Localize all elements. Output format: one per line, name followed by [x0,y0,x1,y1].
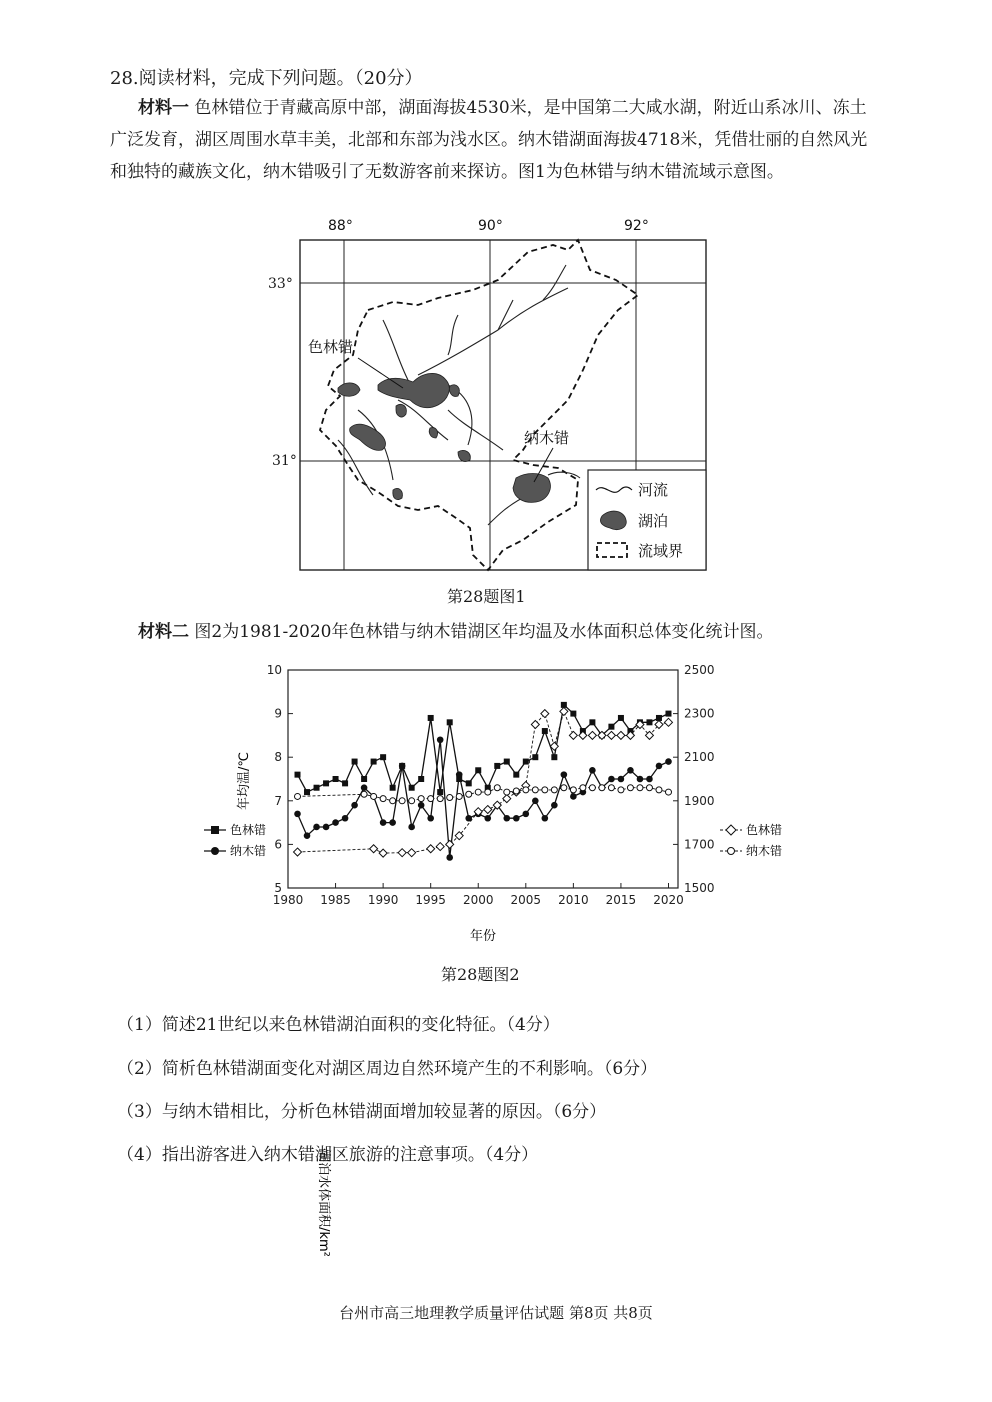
question-title: 28.阅读材料，完成下列问题。（20分） [110,68,423,89]
point-square [437,789,443,795]
point-square [352,759,358,765]
legend-siling-temp-label: 色林错 [230,823,267,837]
point-circle [332,819,339,826]
point-circle [627,767,634,774]
y-right-tick-label: 1700 [684,837,715,852]
point-square [646,719,652,725]
legend-basin-label: 流域界 [638,542,684,560]
basin-map [298,210,710,580]
point-square [551,754,557,760]
x-tick-label: 1985 [320,893,351,907]
point-diamond [617,731,625,739]
material-1-lead: 材料一 [138,98,189,118]
point-circle [446,854,453,861]
point-circle [637,776,644,783]
point-circle [294,811,301,818]
point-square [323,780,329,786]
point-square [466,780,472,786]
legend-lake-label: 湖泊 [638,512,669,530]
y-right-tick-label: 2300 [684,706,715,721]
lake-small-2 [449,385,459,397]
y-left-tick-label: 8 [274,750,282,765]
label-nam-co: 纳木错 [524,429,570,447]
point-diamond [560,707,568,715]
material-2-paragraph [110,616,870,648]
point-circle [399,763,406,770]
material-1-text: 色林错位于青藏高原中部，湖面海拔4530米，是中国第二大咸水湖，附近山系冰川、冻土广泛发育，湖区周围水草丰美，北部和东部为浅水区。纳木错湖面海拔4718米，凭借壮丽的自然风光和独特的藏族文化，纳木错吸引了无数游客前来探访。图1为色林错与纳木错流域示意图。 [110,98,868,182]
point-open-circle [646,785,652,791]
point-open-circle [437,796,443,802]
river-south-3 [448,410,503,450]
point-square [665,711,671,717]
point-circle [456,771,463,778]
point-diamond [607,731,615,739]
point-open-circle [418,796,424,802]
point-open-circle [627,785,633,791]
point-open-circle [513,788,519,794]
point-open-circle [428,796,434,802]
point-open-circle [504,789,510,795]
x-axis-label: 年份 [469,929,497,944]
point-square [570,711,576,717]
figure-2-caption: 第28题图2 [441,965,520,984]
point-circle [437,736,444,743]
point-circle [523,811,530,818]
lakes [338,373,550,502]
point-open-circle [532,787,538,793]
point-square [542,728,548,734]
river-tributary-1 [498,300,513,330]
lake-south-2 [458,450,470,461]
point-square [333,776,339,782]
point-square [304,789,310,795]
legend-namco-area-label: 纳木错 [746,844,783,858]
y-left-tick-label: 10 [266,663,282,677]
point-circle [484,815,491,822]
point-circle [342,815,349,822]
point-square [314,785,320,791]
point-square [608,724,614,730]
point-open-circle [380,796,386,802]
point-square [523,759,529,765]
lat-label-31: 31° [272,453,297,469]
left-axis [267,663,293,895]
point-square [513,772,519,778]
point-open-circle [561,785,567,791]
point-open-circle [551,787,557,793]
point-open-circle [494,785,500,791]
point-open-circle [371,793,377,799]
point-circle [503,815,510,822]
sub-question-3: （3）与纳木错相比，分析色林错湖面增加较显著的原因。（6分） [117,1102,607,1122]
point-diamond [398,849,406,857]
point-open-circle [523,787,529,793]
lake-southwest [350,424,386,450]
label-siling-co: 色林错 [308,338,354,356]
point-circle [665,758,672,765]
lon-label-92: 92° [624,218,649,234]
point-circle [513,815,520,822]
x-tick-label: 2015 [605,893,637,907]
river-southwest-2 [338,440,373,495]
series-layer [294,702,673,861]
x-tick-label: 1990 [367,893,399,907]
lon-label-90: 90° [478,218,503,234]
point-circle [656,763,663,770]
river-tributary-3 [448,315,458,355]
point-open-circle [589,785,595,791]
point-circle [532,798,539,805]
point-open-circle [399,798,405,804]
point-square [361,776,367,782]
point-circle [570,793,577,800]
point-square [409,785,415,791]
point-diamond [503,795,511,803]
lake-nam-co [513,474,550,503]
y-left-tick-label: 6 [274,837,282,852]
point-open-circle [580,785,586,791]
point-circle [542,815,549,822]
point-diamond [484,806,492,814]
point-circle [561,771,568,778]
point-diamond [569,731,577,739]
series-line-1 [298,740,669,858]
point-diamond [408,849,416,857]
point-open-circle [456,793,462,799]
map-legend [588,470,706,570]
point-square [390,785,396,791]
legend-siling-temp-marker [211,826,219,834]
point-circle [304,832,311,839]
point-square [380,754,386,760]
point-square [342,780,348,786]
point-open-circle [618,787,624,793]
legend-siling-area-marker [726,825,736,835]
point-diamond [455,832,463,840]
point-circle [313,824,320,831]
point-open-circle [599,785,605,791]
y-right-label: 湖泊水体面积/km² [316,1149,331,1257]
point-circle [418,802,425,809]
material-1-paragraph [110,92,870,188]
point-square [371,759,377,765]
x-tick-label: 2005 [510,893,542,907]
lake-small-3 [429,428,437,438]
point-square [494,763,500,769]
point-circle [646,776,653,783]
y-left-tick-label: 5 [274,881,282,895]
point-open-circle [466,791,472,797]
point-open-circle [409,798,415,804]
point-open-circle [608,785,614,791]
point-open-circle [637,785,643,791]
legend-namco-temp-marker [211,847,219,855]
point-square [589,719,595,725]
point-circle [608,776,615,783]
point-circle [589,767,596,774]
point-square [532,754,538,760]
point-square [428,715,434,721]
point-open-circle [570,787,576,793]
point-square [418,776,424,782]
point-diamond [379,849,387,857]
point-circle [351,802,358,809]
figure-1-caption: 第28题图1 [447,587,526,606]
point-open-circle [542,787,548,793]
material-2-lead: 材料二 [138,622,189,642]
page-footer: 台州市高三地理教学质量评估试题 第8页 共8页 [339,1304,653,1322]
point-circle [389,819,396,826]
point-diamond [294,848,302,856]
y-right-tick-label: 2100 [684,750,715,765]
lon-label-88: 88° [328,218,353,234]
y-left-tick-label: 9 [274,706,282,721]
sub-question-2: （2）简析色林错湖面变化对湖区周边自然环境产生的不利影响。（6分） [117,1059,658,1079]
x-tick-label: 1995 [415,893,446,907]
point-circle [323,824,330,831]
point-circle [361,784,368,791]
y-right-tick-label: 1500 [684,881,715,895]
point-open-circle [295,793,301,799]
point-square [475,767,481,773]
point-square [504,759,510,765]
material-2-text: 图2为1981-2020年色林错与纳木错湖区年均温及水体面积总体变化统计图。 [189,622,774,642]
legend-namco-temp-label: 纳木错 [230,844,267,858]
x-tick-label: 2000 [462,893,494,907]
point-diamond [427,845,435,853]
lake-south [393,488,403,499]
sub-question-4: （4）指出游客进入纳木错湖区旅游的注意事项。（4分） [117,1145,539,1165]
point-square [295,772,301,778]
legend-namco-area-marker [728,848,735,855]
point-diamond [664,718,672,726]
right-axis [673,663,715,895]
point-diamond [531,721,539,729]
point-diamond [436,843,444,851]
river-namco-2 [548,472,580,478]
point-open-circle [665,789,671,795]
y-right-tick-label: 1900 [684,793,715,808]
y-left-label: 年均温/℃ [237,752,252,810]
point-open-circle [656,787,662,793]
point-open-circle [390,798,396,804]
x-tick-label: 2010 [558,893,589,907]
point-square [618,715,624,721]
legend-siling-area-label: 色林错 [746,823,783,837]
lake-west [338,383,360,396]
point-open-circle [475,789,481,795]
x-axis [273,883,684,907]
lat-label-33: 33° [268,276,293,292]
legend-left [204,822,266,858]
legend-river-label: 河流 [638,481,669,499]
point-diamond [446,840,454,848]
y-left-tick-label: 7 [274,793,282,808]
x-tick-label: 1980 [272,893,304,907]
point-diamond [541,710,549,718]
legend-right [720,822,782,858]
point-diamond [588,731,596,739]
point-circle [618,776,625,783]
point-open-circle [361,791,367,797]
lake-small-1 [396,404,406,417]
y-right-tick-label: 2500 [684,663,715,677]
sub-question-1: （1）简述21世纪以来色林错湖泊面积的变化特征。（4分） [117,1015,560,1035]
point-square [447,719,453,725]
river-west-1 [383,320,408,380]
point-open-circle [447,795,453,801]
point-circle [551,802,558,809]
point-circle [380,819,387,826]
x-tick-label: 2020 [653,893,684,907]
point-circle [408,824,415,831]
point-circle [427,815,434,822]
point-open-circle [485,789,491,795]
point-diamond [370,845,378,853]
river-main-north [418,288,568,375]
